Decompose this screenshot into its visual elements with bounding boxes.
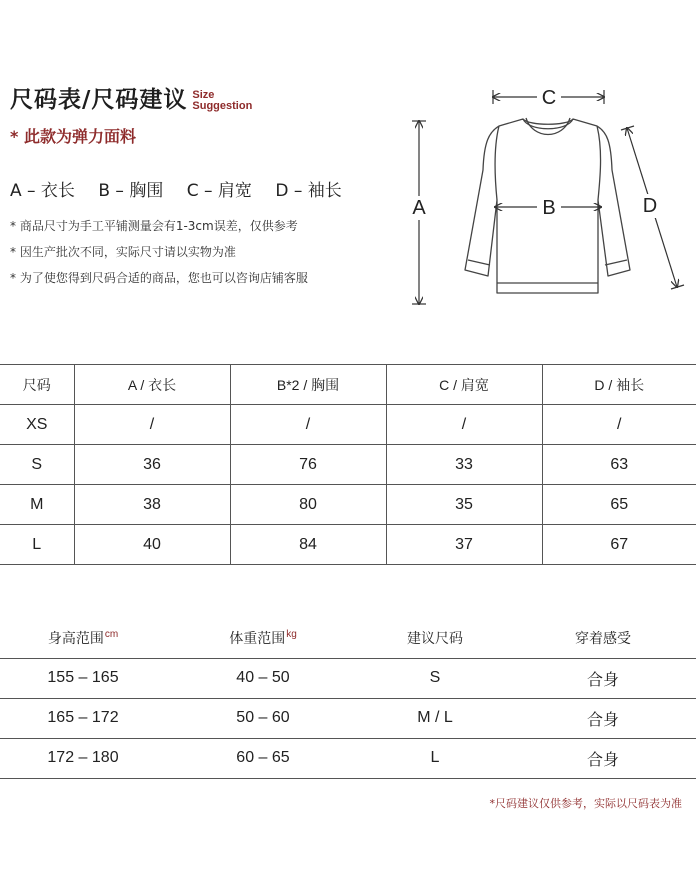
table-row [0,698,696,738]
table-header-row [0,618,696,658]
header-cell: 建议尺码 [360,618,510,658]
fabric-note: * 此款为弹力面料 [10,127,136,146]
dim-d-label: D [642,195,658,217]
size-chart-table [0,364,696,565]
table-row [0,658,696,698]
table-cell: L [360,738,510,778]
collar-outer [523,119,573,124]
table-cell: 35 [386,485,542,525]
table-header-row [0,365,696,405]
page-title: 尺码表/尺码建议 [10,87,188,113]
header-cell: 尺码 [0,365,74,405]
notes-list [10,218,308,296]
table-cell: 63 [542,445,696,485]
table-cell: 76 [230,445,386,485]
table-cell: S [0,445,74,485]
title-en [192,90,252,112]
right-seam [597,126,601,200]
unit-label: kg [286,628,297,640]
table-cell: 67 [542,525,696,565]
dim-c-label: C [541,87,557,109]
header-cell: B*2 / 胸围 [230,365,386,405]
header-label: 体重范围 [229,629,286,646]
table-cell: 60 – 65 [166,738,360,778]
left-seam [495,126,499,200]
table-cell: 33 [386,445,542,485]
header-cell: 穿着感受 [510,618,696,658]
table-cell: 155 – 165 [0,658,166,698]
table-cell: 80 [230,485,386,525]
table-cell: XS [0,405,74,445]
measurement-legend [10,176,360,201]
table-cell: 40 [74,525,230,565]
unit-label: cm [104,628,119,640]
note-item: * 因生产批次不同，实际尺寸请以实物为准 [10,245,236,259]
header-cell [0,618,166,658]
table-cell: / [230,405,386,445]
table-cell: M / L [360,698,510,738]
header-cell: A / 衣长 [74,365,230,405]
header-cell: C / 肩宽 [386,365,542,405]
table-cell: 36 [74,445,230,485]
table-row [0,738,696,778]
table-cell: 40 – 50 [166,658,360,698]
table-cell: 合身 [510,698,696,738]
table-cell: M [0,485,74,525]
table-cell: S [360,658,510,698]
table-cell: 合身 [510,658,696,698]
table-row [0,485,696,525]
table-cell: 65 [542,485,696,525]
right-cuff [605,260,627,265]
table-row [0,525,696,565]
note-item: * 为了使您得到尺码合适的商品，您也可以咨询店铺客服 [10,271,308,285]
table-cell: / [542,405,696,445]
note-item: * 商品尺寸为手工平铺测量会有1-3cm误差，仅供参考 [10,219,298,233]
dim-b-label: B [542,197,556,219]
table-cell: 38 [74,485,230,525]
table-cell: 合身 [510,738,696,778]
legend-c: C – 肩宽 [186,181,252,201]
size-recommendation-table [0,618,696,779]
table-cell: 37 [386,525,542,565]
left-cuff [468,260,490,265]
legend-a: A – 衣长 [10,181,75,201]
dim-a-label: A [412,197,426,219]
table-row [0,445,696,485]
title-en-line2: Suggestion [192,100,253,112]
legend-b: B – 胸围 [98,181,164,201]
table-cell: / [74,405,230,445]
header-cell: D / 袖长 [542,365,696,405]
sweater-diagram [405,80,690,315]
table-cell: / [386,405,542,445]
table-row [0,405,696,445]
table-cell: 50 – 60 [166,698,360,738]
table-cell: 172 – 180 [0,738,166,778]
footnote: *尺码建议仅供参考，实际以尺码表为准 [489,797,682,810]
table-cell: 84 [230,525,386,565]
legend-d: D – 袖长 [275,181,342,201]
table-cell: L [0,525,74,565]
table-cell: 165 – 172 [0,698,166,738]
title-row [10,86,252,114]
header-label: 身高范围 [47,629,104,646]
title-en-line1: Size [192,89,215,101]
header-cell [166,618,360,658]
